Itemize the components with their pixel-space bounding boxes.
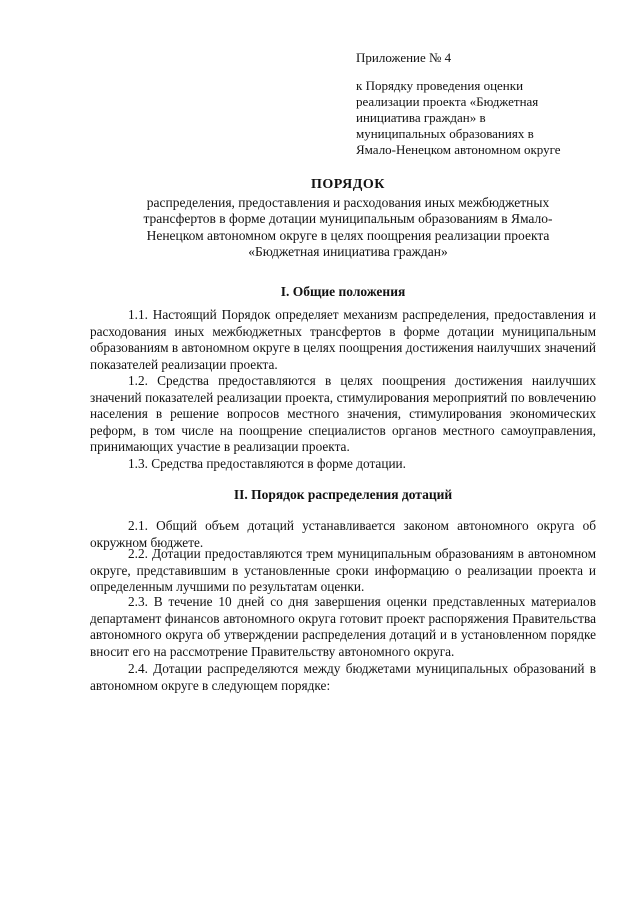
paragraph-1-2: 1.2. Средства предоставляются в целях поощрения достижения наилучших значений показателей реализации проекта, стимулирования мероприятий по вовлечению населения в решение вопросов местного значения, стимулирования экономических реформ, в том числе на поощрение специалистов органов местного самоуправления, принимающих участие в реализации проекта. — [90, 373, 596, 454]
appendix-reference-line: муниципальных образованиях в — [356, 126, 534, 141]
paragraph-2-4: 2.4. Дотации распределяются между бюджетами муниципальных образований в автономном округе в следующем порядке: — [90, 661, 596, 693]
appendix-reference-line: инициатива граждан» в — [356, 110, 486, 125]
paragraph-2-1: 2.1. Общий объем дотаций устанавливается законом автономного округа об окружном бюджете. — [90, 518, 596, 550]
title-line: трансфертов в форме дотации муниципальным образованиям в Ямало- — [143, 211, 553, 226]
section-heading-2: II. Порядок распределения дотаций — [233, 487, 453, 502]
title-line: «Бюджетная инициатива граждан» — [248, 244, 448, 259]
appendix-reference-line: Ямало-Ненецком автономном округе — [356, 142, 561, 157]
paragraph-1-3: 1.3. Средства предоставляются в форме дотации. — [128, 456, 407, 471]
paragraph-2-2: 2.2. Дотации предоставляются трем муниципальным образованиям в автономном округе, представившим в установленные сроки информацию о реализации проекта и определенным лучшими по результатам оценки. — [90, 546, 596, 594]
document-title — [98, 177, 598, 261]
title-line: Ненецком автономном округе в целях поощрения реализации проекта — [146, 227, 550, 243]
paragraph-2-3: 2.3. В течение 10 дней со дня завершения оценки представленных материалов департамент финансов автономного округа готовит проект распоряжения Правительства автономного округа об утверждении распределения дотаций и в установленном порядке вносит его на рассмотрение Правительству автономного округа. — [90, 594, 596, 659]
title-main: ПОРЯДОК — [311, 177, 385, 192]
appendix-reference-line: к Порядку проведения оценки — [356, 78, 524, 93]
appendix-reference-line: реализации проекта «Бюджетная — [356, 94, 539, 109]
section-heading-1: I. Общие положения — [280, 284, 406, 299]
appendix-number: Приложение № 4 — [356, 50, 452, 65]
appendix-header — [356, 50, 616, 158]
title-line: распределения, предоставления и расходования иных межбюджетных — [146, 194, 550, 210]
paragraph-1-1: 1.1. Настоящий Порядок определяет механизм распределения, предоставления и расходования иных межбюджетных трансфертов в форме дотации муниципальным образованиям в автономном округе в целях поощрения достижения наилучших значений показателей реализации проекта. — [90, 307, 597, 372]
